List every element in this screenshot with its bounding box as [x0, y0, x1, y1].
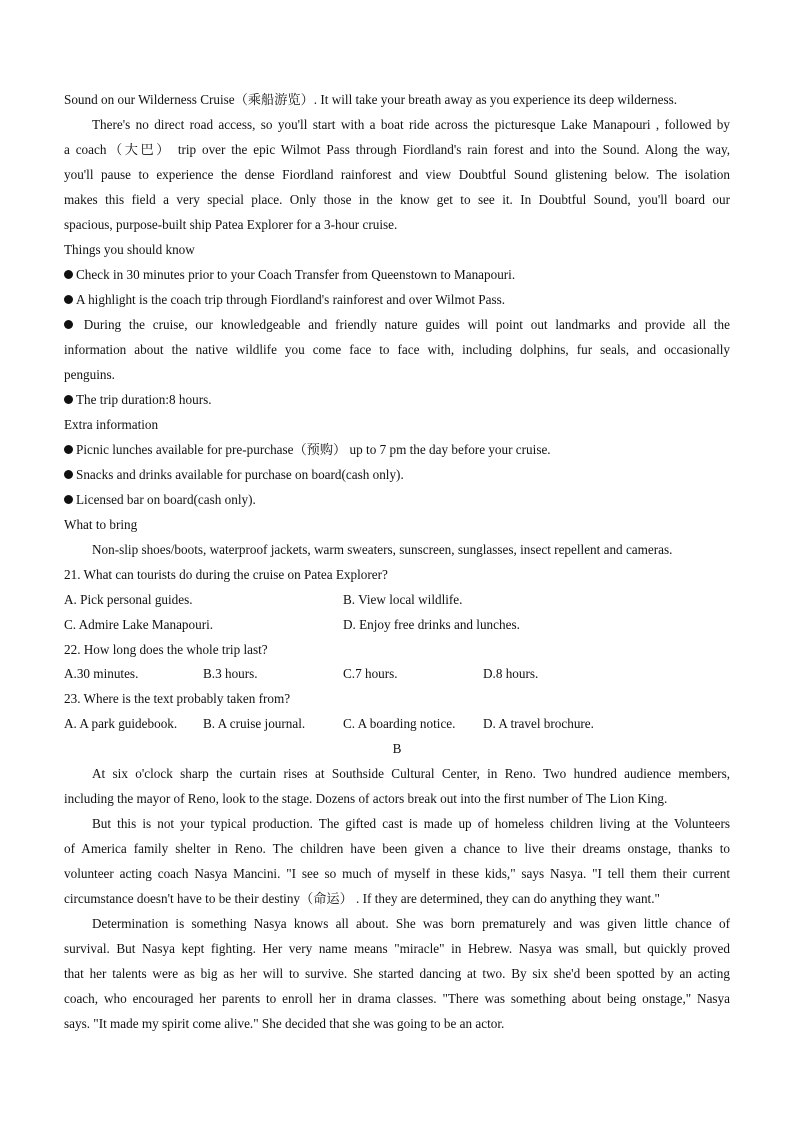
bring-heading: What to bring [64, 517, 138, 532]
b-para3-line-1: Determination is something Nasya knows all about. She was born prematurely and was given little chance of [92, 916, 730, 931]
b-para2-line-4: circumstance doesn't have to be their destiny（命运） . If they are determined, they can do anything they want." [64, 891, 660, 906]
b-para3-line-2: survival. But Nasya kept fighting. Her very name means "miracle" in Hebrew. Nasya was small, but quickly proved [64, 941, 730, 956]
bullet-icon [64, 270, 73, 279]
bullet-icon [64, 445, 73, 454]
intro-line: Sound on our Wilderness Cruise（乘船游览）. It will take your breath away as you experience its deep wilderness. [64, 92, 678, 107]
b-para3-line-4: coach, who encouraged her parents to enroll her in drama classes. "There was something about being onstage," Nasya [64, 991, 730, 1006]
question-option[interactable]: B.3 hours. [203, 666, 258, 681]
section-label: B [392, 741, 402, 756]
para2-line-3: you'll pause to experience the dense Fiordland rainforest and view Doubtful Sound glistening below. The isolation [64, 167, 730, 182]
b-para1-line-2: including the mayor of Reno, look to the stage. Dozens of actors break out into the first number of The Lion King. [64, 791, 668, 806]
para2-line-4: makes this field a very special place. Only those in the know get to see it. In Doubtful Sound, you'll board our [64, 192, 730, 207]
things-item: Check in 30 minutes prior to your Coach Transfer from Queenstown to Manapouri. [64, 266, 730, 284]
cruise-bullet-line-1: During the cruise, our knowledgeable and friendly nature guides will point out landmarks and provide all the [64, 316, 730, 334]
question-option[interactable]: C.7 hours. [343, 666, 398, 681]
para2-line-5: spacious, purpose-built ship Patea Explorer for a 3-hour cruise. [64, 217, 398, 232]
bullet-icon [64, 320, 73, 329]
extra-item: Picnic lunches available for pre-purchase（预购） up to 7 pm the day before your cruise. [64, 441, 730, 459]
b-para3-line-5: says. "It made my spirit come alive." She decided that she was going to be an actor. [64, 1016, 505, 1031]
question-option[interactable]: C. Admire Lake Manapouri. [64, 617, 214, 632]
bring-text: Non-slip shoes/boots, waterproof jackets, warm sweaters, sunscreen, sunglasses, insect repellent and cameras. [92, 542, 673, 557]
question-option[interactable]: D. Enjoy free drinks and lunches. [343, 617, 520, 632]
things-item: A highlight is the coach trip through Fiordland's rainforest and over Wilmot Pass. [64, 291, 730, 309]
duration-item: The trip duration:8 hours. [64, 391, 730, 409]
question-option[interactable]: A. Pick personal guides. [64, 592, 193, 607]
question-stem: 21. What can tourists do during the cruise on Patea Explorer? [64, 567, 388, 582]
b-para2-line-2: of America family shelter in Reno. The children have been given a chance to live their dreams onstage, thanks to [64, 841, 730, 856]
b-para3-line-3: that her talents were as big as her will to survive. She started dancing at two. By six she'd been spotted by an acting [64, 966, 730, 981]
question-option[interactable]: D.8 hours. [483, 666, 539, 681]
question-option[interactable]: B. A cruise journal. [203, 716, 306, 731]
cruise-bullet-line-3: penguins. [64, 367, 115, 382]
question-option[interactable]: A. A park guidebook. [64, 716, 178, 731]
bullet-icon [64, 295, 73, 304]
para2-line-1: There's no direct road access, so you'll start with a boat ride across the picturesque Lake Manapouri , followed by [92, 117, 730, 132]
question-option[interactable]: D. A travel brochure. [483, 716, 594, 731]
b-para2-line-1: But this is not your typical production. The gifted cast is made up of homeless children living at the Volunteers [92, 816, 730, 831]
bullet-icon [64, 395, 73, 404]
b-para2-line-3: volunteer acting coach Nasya Mancini. "I see so much of myself in these kids," says Nasya. "I tell them their current [64, 866, 730, 881]
question-stem: 22. How long does the whole trip last? [64, 642, 268, 657]
bullet-icon [64, 495, 73, 504]
b-para1-line-1: At six o'clock sharp the curtain rises at Southside Cultural Center, in Reno. Two hundred audience members, [92, 766, 730, 781]
para2-line-2: a coach（大巴） trip over the epic Wilmot Pass through Fiordland's rain forest and into the Sound. Along the way, [64, 142, 730, 157]
extra-item: Snacks and drinks available for purchase on board(cash only). [64, 466, 730, 484]
bullet-icon [64, 470, 73, 479]
extra-item: Licensed bar on board(cash only). [64, 491, 730, 509]
question-option[interactable]: B. View local wildlife. [343, 592, 463, 607]
cruise-bullet-line-2: information about the native wildlife you come face to face with, including dolphins, fur seals, and occasionally [64, 342, 730, 357]
extra-heading: Extra information [64, 417, 159, 432]
question-option[interactable]: C. A boarding notice. [343, 716, 456, 731]
question-stem: 23. Where is the text probably taken from? [64, 691, 291, 706]
question-option[interactable]: A.30 minutes. [64, 666, 139, 681]
things-heading: Things you should know [64, 242, 195, 257]
